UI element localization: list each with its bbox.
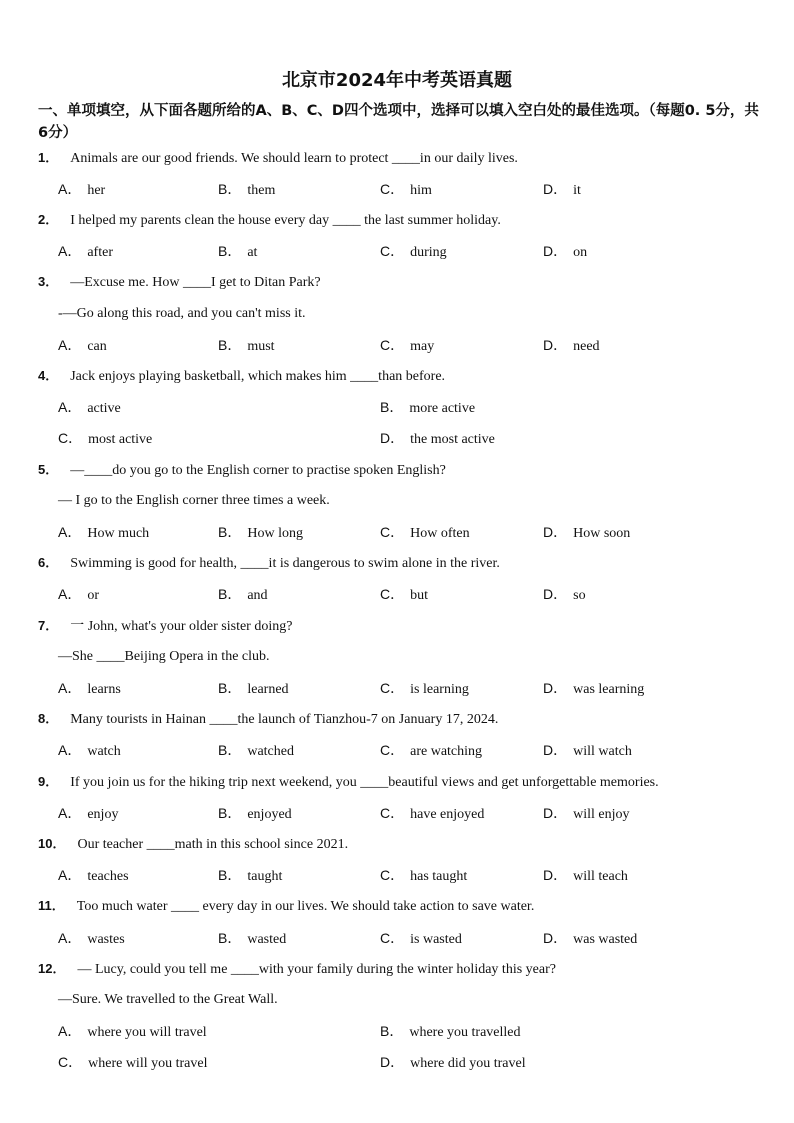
question-5 [38, 461, 758, 480]
option-d[interactable]: D． How soon [543, 524, 631, 541]
option-a[interactable]: A． teaches [58, 867, 129, 884]
option-d[interactable]: D． the most active [380, 430, 495, 447]
question-10 [38, 835, 758, 854]
option-d[interactable]: D． so [543, 586, 586, 603]
question-stem: If you join us for the hiking trip next weekend, you ____beautiful views and get unforgettable memories. [70, 775, 659, 790]
question-3 [38, 273, 758, 292]
page-title: 北京市2024年中考英语真题 [281, 70, 513, 91]
option-c[interactable]: C． most active [58, 430, 153, 447]
question-number: 10． [38, 836, 66, 851]
option-b[interactable]: B． at [218, 243, 258, 260]
question-stem: Too much water ____ every day in our lives. We should take action to save water. [76, 899, 535, 914]
options-row [58, 804, 758, 822]
question-6 [38, 554, 758, 573]
question-9 [38, 773, 758, 792]
question-number: 12． [38, 961, 66, 976]
options-row [58, 523, 758, 541]
option-c[interactable]: C． during [380, 243, 447, 260]
question-number: 3． [38, 274, 59, 289]
options-row [58, 741, 758, 759]
option-d[interactable]: D． will enjoy [543, 805, 630, 822]
option-c[interactable]: C． are watching [380, 742, 483, 759]
question-stem: Many tourists in Hainan ____the launch of Tianzhou-7 on January 17, 2024. [70, 712, 499, 727]
option-a[interactable]: A． wastes [58, 930, 125, 947]
option-a[interactable]: A． can [58, 337, 107, 354]
option-a[interactable]: A． where you will travel [58, 1023, 207, 1040]
options-row [58, 866, 758, 884]
option-d[interactable]: D． was wasted [543, 930, 638, 947]
option-c[interactable]: C． but [380, 586, 429, 603]
option-a[interactable]: A． How much [58, 524, 150, 541]
option-b[interactable]: B． How long [218, 524, 303, 541]
option-a[interactable]: A． learns [58, 680, 121, 697]
option-c[interactable]: C． is wasted [380, 930, 462, 947]
section-heading: 一、单项填空，从下面各题所给的A、B、C、D四个选项中，选择可以填入空白处的最佳选项。（每题0. 5分，共6分） [38, 103, 759, 141]
option-c[interactable]: C． is learning [380, 680, 469, 697]
option-b[interactable]: B． and [218, 586, 268, 603]
options-row [58, 585, 758, 603]
option-d[interactable]: D． will watch [543, 742, 632, 759]
option-b[interactable]: B． taught [218, 867, 283, 884]
dialogue-line: — I go to the English corner three times a week. [58, 493, 330, 508]
option-d[interactable]: D． on [543, 243, 588, 260]
question-number: 7． [38, 618, 59, 633]
option-d[interactable]: D． will teach [543, 867, 628, 884]
option-b[interactable]: B． more active [380, 399, 476, 416]
dialogue-line: —Sure. We travelled to the Great Wall. [58, 992, 278, 1007]
question-11 [38, 897, 758, 916]
question-stem: —Excuse me. How ____I get to Ditan Park? [70, 275, 321, 290]
question-stem: 一 John, what's your older sister doing? [70, 619, 293, 634]
option-a[interactable]: A． after [58, 243, 113, 260]
question-stem: —____do you go to the English corner to practise spoken English? [70, 463, 446, 478]
option-a[interactable]: A． her [58, 181, 106, 198]
question-1 [38, 149, 758, 168]
options-row [58, 180, 758, 198]
options-row [58, 242, 758, 260]
option-b[interactable]: B． wasted [218, 930, 287, 947]
options-row [58, 1053, 758, 1071]
question-number: 1． [38, 150, 59, 165]
question-8 [38, 710, 758, 729]
option-d[interactable]: D． need [543, 337, 600, 354]
options-row [58, 679, 758, 697]
dialogue-line: —She ____Beijing Opera in the club. [58, 649, 270, 664]
question-2 [38, 211, 758, 230]
option-a[interactable]: A． watch [58, 742, 121, 759]
options-row [58, 929, 758, 947]
question-number: 2． [38, 212, 59, 227]
question-stem: Our teacher ____math in this school since 2021. [77, 837, 349, 852]
option-b[interactable]: B． enjoyed [218, 805, 292, 822]
question-stem: I helped my parents clean the house every day ____ the last summer holiday. [70, 213, 501, 228]
option-c[interactable]: C． has taught [380, 867, 468, 884]
option-a[interactable]: A． active [58, 399, 121, 416]
question-7 [38, 617, 758, 636]
question-stem: Swimming is good for health, ____it is dangerous to swim alone in the river. [70, 556, 500, 571]
option-c[interactable]: C． have enjoyed [380, 805, 485, 822]
question-number: 4． [38, 368, 59, 383]
option-b[interactable]: B． them [218, 181, 276, 198]
question-4 [38, 367, 758, 386]
options-row [58, 336, 758, 354]
question-stem: — Lucy, could you tell me ____with your family during the winter holiday this year? [77, 962, 556, 977]
options-row [58, 1022, 758, 1040]
option-c[interactable]: C． How often [380, 524, 470, 541]
question-number: 6． [38, 555, 59, 570]
question-number: 8． [38, 711, 59, 726]
option-c[interactable]: C． him [380, 181, 432, 198]
dialogue-line: -—Go along this road, and you can't miss it. [58, 306, 306, 321]
question-stem: Jack enjoys playing basketball, which makes him ____than before. [70, 369, 446, 384]
option-b[interactable]: B． watched [218, 742, 294, 759]
option-d[interactable]: D． it [543, 181, 581, 198]
option-a[interactable]: A． or [58, 586, 100, 603]
options-row [58, 429, 758, 447]
option-c[interactable]: C． may [380, 337, 435, 354]
question-number: 5． [38, 462, 59, 477]
question-number: 9． [38, 774, 59, 789]
option-b[interactable]: B． learned [218, 680, 289, 697]
option-b[interactable]: B． where you travelled [380, 1023, 521, 1040]
option-d[interactable]: D． was learning [543, 680, 645, 697]
option-c[interactable]: C． where will you travel [58, 1054, 208, 1071]
question-stem: Animals are our good friends. We should learn to protect ____in our daily lives. [70, 151, 518, 166]
options-row [58, 398, 758, 416]
question-number: 11． [38, 898, 65, 913]
option-d[interactable]: D． where did you travel [380, 1054, 526, 1071]
option-b[interactable]: B． must [218, 337, 275, 354]
question-12 [38, 960, 758, 979]
option-a[interactable]: A． enjoy [58, 805, 119, 822]
